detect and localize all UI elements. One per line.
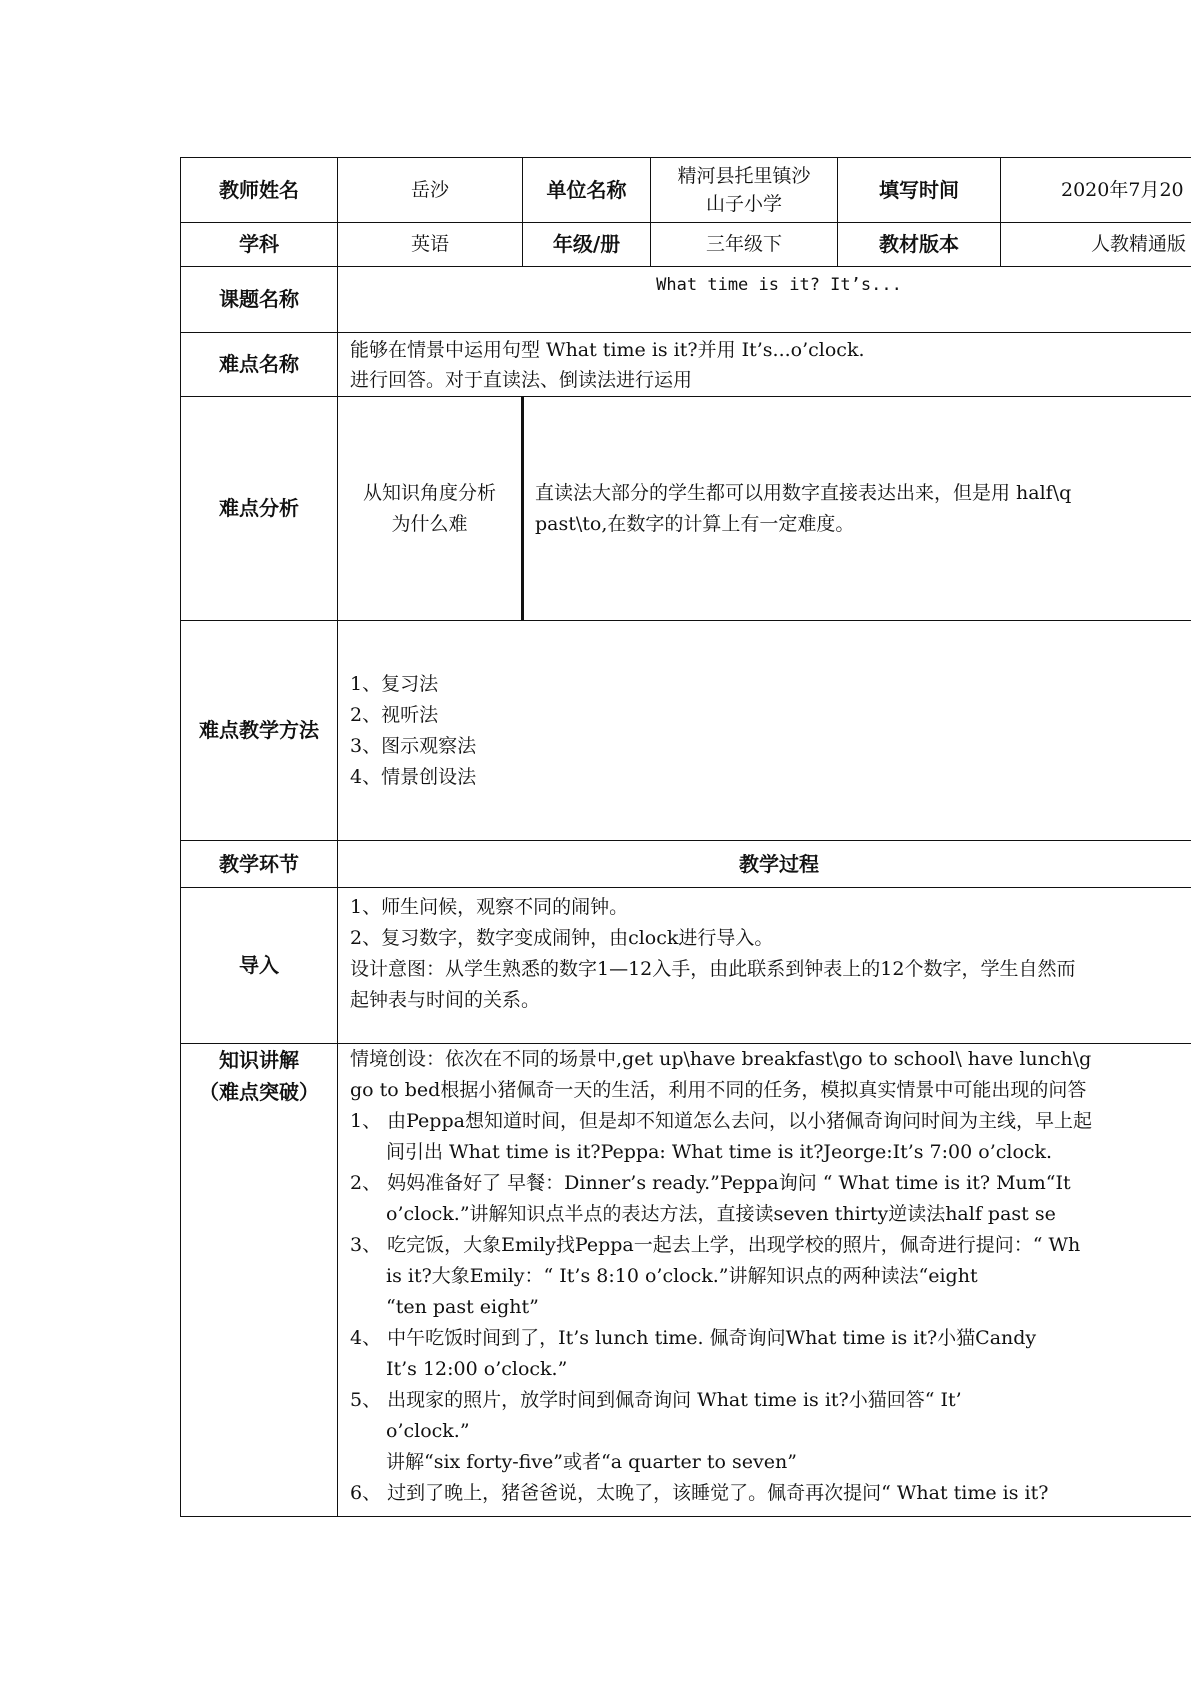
edition-label: 教材版本 xyxy=(838,223,1001,267)
grade-value: 三年级下 xyxy=(651,223,838,267)
knowledge-line: 4、 中午吃饭时间到了，It’s lunch time. 佩奇询问What time is it?小猫Candy xyxy=(350,1327,1037,1349)
difficulty-line-2: 进行回答。对于直读法、倒读法进行运用 xyxy=(350,368,693,391)
info-row-1 xyxy=(181,158,1191,223)
date-value-text: 2020年7月20 xyxy=(1061,178,1184,201)
edition-value-text: 人教精通版 xyxy=(1091,233,1187,255)
topic-label: 课题名称 xyxy=(181,267,338,333)
knowledge-line: o’clock.” xyxy=(386,1420,470,1442)
date-label: 填写时间 xyxy=(838,158,1001,223)
knowledge-label xyxy=(181,1044,338,1517)
knowledge-line: “ten past eight” xyxy=(386,1296,539,1318)
analysis-value-cell xyxy=(523,397,1191,621)
methods-item-3: 3、图示观察法 xyxy=(350,734,477,757)
process-label: 教学过程 xyxy=(338,841,1191,888)
methods-item-2: 2、视听法 xyxy=(350,703,439,726)
unit-label: 单位名称 xyxy=(523,158,651,223)
knowledge-line: 讲解“six forty-five”或者“a quarter to seven” xyxy=(386,1451,797,1473)
date-value xyxy=(1001,158,1191,223)
difficulty-label: 难点名称 xyxy=(181,333,338,397)
methods-item-1: 1、复习法 xyxy=(350,672,439,695)
knowledge-line: o’clock.”讲解知识点半点的表达方法，直接读seven thirty逆读法half past se xyxy=(386,1203,1056,1225)
info-row-2 xyxy=(181,223,1191,267)
analysis-row xyxy=(181,397,1191,621)
knowledge-line: 3、 吃完饭，大象Emily找Peppa一起去上学，出现学校的照片，佩奇进行提问：“ Wh xyxy=(350,1234,1081,1256)
methods-list xyxy=(338,621,1191,841)
topic-row xyxy=(181,267,1191,333)
analysis-sub-label-1: 从知识角度分析 xyxy=(362,481,496,504)
unit-value-line-2: 山子小学 xyxy=(705,193,782,215)
methods-row xyxy=(181,621,1191,841)
knowledge-row xyxy=(181,1044,1191,1517)
analysis-line-2: past\to,在数字的计算上有一定难度。 xyxy=(535,512,855,535)
topic-value: What time is it? It’s... xyxy=(656,275,902,295)
analysis-label: 难点分析 xyxy=(181,397,338,621)
analysis-line-1: 直读法大部分的学生都可以用数字直接表达出来，但是用 half\q xyxy=(535,481,1072,504)
analysis-sub-label xyxy=(338,397,523,621)
intro-label: 导入 xyxy=(181,888,338,1044)
intro-row xyxy=(181,888,1191,1044)
methods-item-4: 4、情景创设法 xyxy=(350,765,477,788)
knowledge-label-1: 知识讲解 xyxy=(219,1048,299,1072)
difficulty-line-1: 能够在情景中运用句型 What time is it?并用 It’s...o’clock. xyxy=(350,338,865,361)
knowledge-line: 情境创设：依次在不同的场景中,get up\have breakfast\go to school\ have lunch\g xyxy=(350,1048,1092,1070)
unit-value xyxy=(651,158,838,223)
knowledge-line: 间引出 What time is it?Peppa: What time is it?Jeorge:It’s 7:00 o’clock. xyxy=(386,1141,1053,1163)
knowledge-line: is it?大象Emily：“ It’s 8:10 o’clock.”讲解知识点的两种读法“eight xyxy=(386,1265,978,1287)
intro-line-4: 起钟表与时间的关系。 xyxy=(350,989,541,1011)
teacher-label: 教师姓名 xyxy=(181,158,338,223)
lesson-plan-table xyxy=(180,157,1191,1517)
intro-line-3: 设计意图：从学生熟悉的数字1—12入手，由此联系到钟表上的12个数字，学生自然而 xyxy=(350,958,1076,980)
knowledge-line: 6、 过到了晚上，猪爸爸说，太晚了，该睡觉了。佩奇再次提问“ What time is it? xyxy=(350,1482,1049,1504)
grade-label: 年级/册 xyxy=(523,223,651,267)
methods-label: 难点教学方法 xyxy=(181,621,338,841)
knowledge-lines xyxy=(350,1044,1191,1509)
intro-line-2: 2、复习数字，数字变成闹钟，由clock进行导入。 xyxy=(350,927,774,949)
difficulty-row xyxy=(181,333,1191,397)
knowledge-line: 1、 由Peppa想知道时间，但是却不知道怎么去问，以小猪佩奇询问时间为主线，早上起 xyxy=(350,1110,1092,1132)
knowledge-line: 5、 出现家的照片，放学时间到佩奇询问 What time is it?小猫回答“ It’ xyxy=(350,1389,962,1411)
unit-value-line-1: 精河县托里镇沙 xyxy=(677,165,811,187)
subject-value: 英语 xyxy=(338,223,523,267)
subject-label: 学科 xyxy=(181,223,338,267)
intro-content xyxy=(338,888,1191,1044)
knowledge-line: 2、 妈妈准备好了 早餐：Dinner’s ready.”Peppa询问 “ What time is it? Mum“It xyxy=(350,1172,1071,1194)
analysis-sub-label-2: 为什么难 xyxy=(391,512,468,535)
edition-value xyxy=(1001,223,1191,267)
topic-value-cell xyxy=(338,267,1191,333)
difficulty-value-cell xyxy=(338,333,1191,397)
knowledge-line: go to bed根据小猪佩奇一天的生活，利用不同的任务，模拟真实情景中可能出现的问答 xyxy=(350,1079,1087,1101)
process-step-label: 教学环节 xyxy=(181,841,338,888)
knowledge-label-2: （难点突破） xyxy=(199,1080,319,1104)
teacher-value: 岳沙 xyxy=(338,158,523,223)
process-header-row xyxy=(181,841,1191,888)
knowledge-line: It’s 12:00 o’clock.” xyxy=(386,1358,568,1380)
knowledge-content xyxy=(338,1044,1191,1517)
intro-line-1: 1、师生问候，观察不同的闹钟。 xyxy=(350,896,629,918)
